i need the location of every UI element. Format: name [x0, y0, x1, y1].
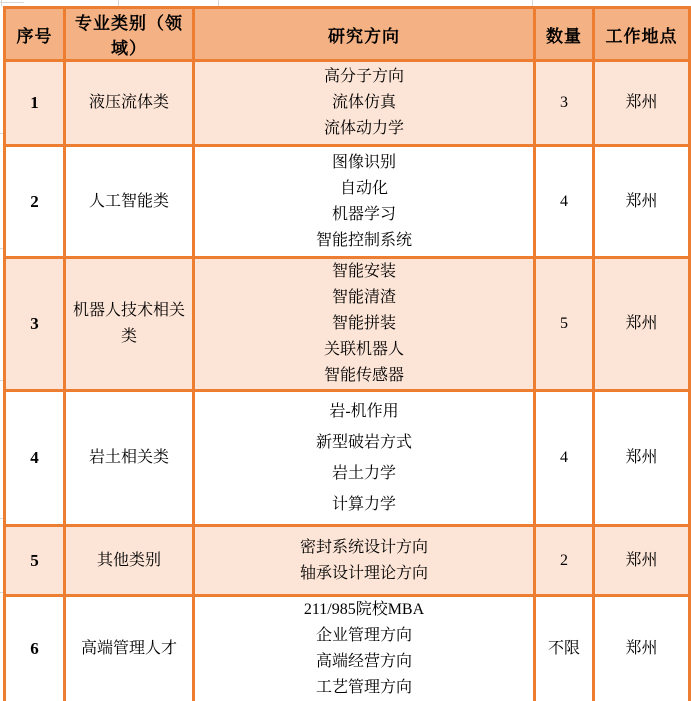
cell-no: 3	[5, 258, 65, 391]
cell-directions	[194, 526, 535, 596]
cell-count: 2	[535, 526, 594, 596]
cell-directions	[194, 61, 535, 146]
cell-category: 其他类别	[65, 526, 194, 596]
table-body	[5, 61, 690, 701]
cell-category: 高端管理人才	[65, 596, 194, 701]
direction-line: 高分子方向	[323, 68, 404, 85]
cell-directions	[194, 391, 535, 526]
cell-count: 不限	[535, 596, 594, 701]
direction-line: 智能拼装	[331, 315, 396, 332]
cell-directions	[194, 146, 535, 258]
cell-count: 3	[535, 61, 594, 146]
direction-line: 流体仿真	[331, 94, 396, 111]
cell-location: 郑州	[594, 61, 690, 146]
direction-line: 高端经营方向	[315, 653, 412, 670]
cell-no: 4	[5, 391, 65, 526]
direction-line: 轴承设计理论方向	[299, 564, 428, 582]
sheet-gridline	[1, 0, 2, 6]
direction-line: 智能传感器	[323, 367, 404, 384]
table-row	[5, 526, 690, 596]
header-cell-count: 数量	[535, 8, 594, 61]
direction-line: 企业管理方向	[315, 627, 412, 644]
direction-line: 智能安装	[331, 263, 396, 280]
direction-line: 机器学习	[331, 205, 396, 223]
direction-line: 计算力学	[331, 496, 396, 513]
direction-line: 关联机器人	[323, 341, 404, 358]
table-row	[5, 391, 690, 526]
table-row	[5, 258, 690, 391]
cell-count: 4	[535, 391, 594, 526]
cell-no: 6	[5, 596, 65, 701]
direction-line: 新型破岩方式	[315, 434, 412, 451]
direction-line: 自动化	[339, 179, 388, 197]
sheet-gridline	[0, 2, 24, 3]
direction-line: 岩-机作用	[329, 403, 399, 420]
direction-line: 智能控制系统	[315, 231, 412, 249]
cell-location: 郑州	[594, 391, 690, 526]
recruitment-table	[3, 6, 691, 701]
cell-location: 郑州	[594, 526, 690, 596]
direction-line: 211/985院校MBA	[303, 601, 425, 618]
cell-location: 郑州	[594, 596, 690, 701]
direction-line: 图像识别	[331, 153, 396, 171]
header-cell-no: 序号	[5, 8, 65, 61]
direction-line: 智能清渣	[331, 289, 396, 306]
cell-no: 1	[5, 61, 65, 146]
cell-location: 郑州	[594, 146, 690, 258]
table-row	[5, 146, 690, 258]
header-cell-directions: 研究方向	[194, 8, 535, 61]
table-row	[5, 61, 690, 146]
direction-line: 工艺管理方向	[315, 679, 412, 696]
cell-count: 4	[535, 146, 594, 258]
table-row	[5, 596, 690, 701]
direction-line: 岩土力学	[331, 465, 396, 482]
header-cell-category: 专业类别（领域）	[65, 8, 194, 61]
table-header	[5, 8, 690, 61]
direction-line: 密封系统设计方向	[299, 538, 428, 556]
cell-category: 岩土相关类	[65, 391, 194, 526]
cell-category: 机器人技术相关类	[65, 258, 194, 391]
header-cell-location: 工作地点	[594, 8, 690, 61]
cell-count: 5	[535, 258, 594, 391]
header-row	[5, 8, 690, 61]
cell-no: 2	[5, 146, 65, 258]
direction-line: 流体动力学	[323, 120, 404, 137]
cell-directions	[194, 258, 535, 391]
cell-no: 5	[5, 526, 65, 596]
cell-directions	[194, 596, 535, 701]
cell-location: 郑州	[594, 258, 690, 391]
cell-category: 人工智能类	[65, 146, 194, 258]
cell-category: 液压流体类	[65, 61, 194, 146]
